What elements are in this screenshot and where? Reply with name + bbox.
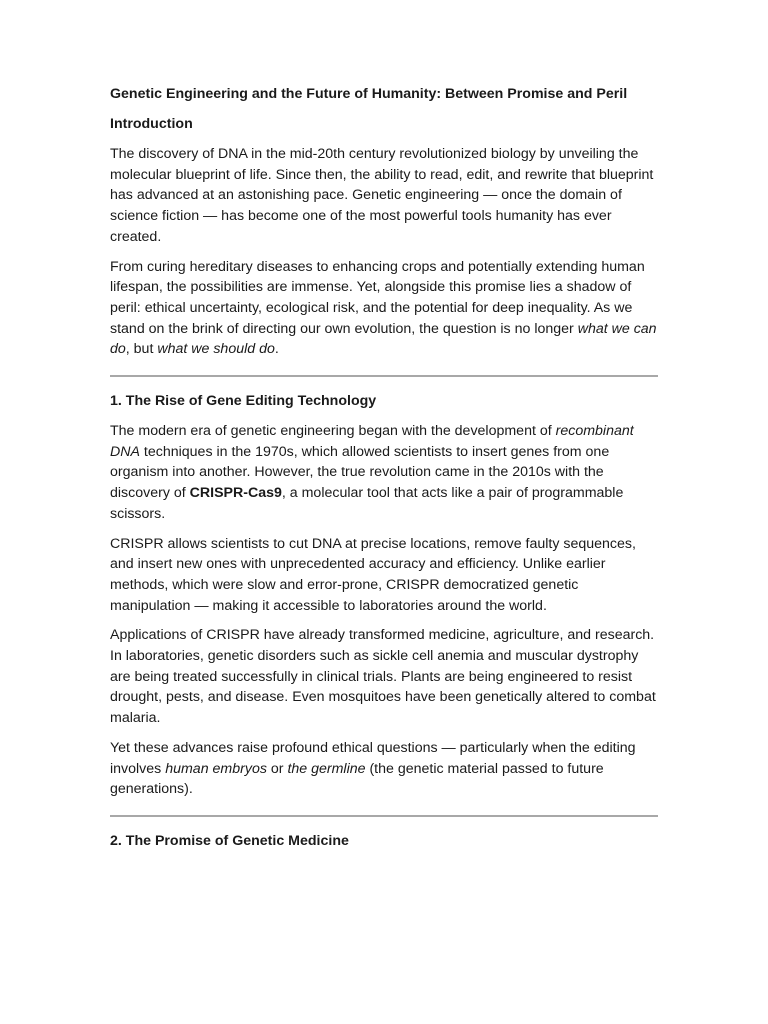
- section1-p4-emphasis-2: the germline: [287, 760, 366, 777]
- document-title: Genetic Engineering and the Future of Humanity: Between Promise and Peril: [110, 86, 628, 102]
- intro-p2-emphasis-1: what we can do: [110, 320, 657, 358]
- section2-heading: 2. The Promise of Genetic Medicine: [110, 832, 349, 849]
- section1-paragraph-4: [110, 738, 658, 800]
- section1-p4-text-a: Yet these advances raise profound ethical questions — particularly when the editing involves: [110, 739, 636, 777]
- section-divider-1: [110, 375, 658, 377]
- section1-paragraph-2: CRISPR allows scientists to cut DNA at precise locations, remove faulty sequences, and insert new ones with unprecedented accuracy and efficiency. Unlike earlier methods, which were slow and error-prone, CRISPR democratized genetic manipulation — making it accessible to laboratories around the world.: [110, 535, 636, 614]
- intro-p2-text-b: , but: [125, 341, 158, 358]
- section1-p1-text-a: The modern era of genetic engineering began with the development of: [110, 423, 556, 440]
- section1-p1-emphasis: recombinant DNA: [110, 423, 634, 460]
- section1-p1-text-b: techniques in the 1970s, which allowed scientists to insert genes from one organism into another. However, the true revolution came in the 2010s with the discovery of: [110, 443, 610, 502]
- section1-p4-text-b: or: [266, 760, 288, 777]
- section1-paragraph-1: [110, 421, 658, 525]
- section1-p4-emphasis-1: human embryos: [165, 760, 267, 777]
- section-divider-2: [110, 815, 658, 817]
- intro-paragraph-1: The discovery of DNA in the mid-20th century revolutionized biology by unveiling the molecular blueprint of life. Since then, the ability to read, edit, and rewrite that blueprint has advanced at an astonishing pace. Genetic engineering — once the domain of science fiction — has become one of the most powerful tools humanity has ever created.: [110, 146, 654, 245]
- intro-p2-text-a: From curing hereditary diseases to enhancing crops and potentially extending human lifespan, the possibilities are immense. Yet, alongside this promise lies a shadow of peril: ethical uncertainty, ecological risk, and the potential for deep inequality. As we stand on the brink of directing our own evolution, the question is no longer: [110, 258, 645, 337]
- intro-heading: Introduction: [110, 116, 193, 132]
- section1-p1-text-c: , a molecular tool that acts like a pair of programmable scissors.: [110, 485, 624, 522]
- intro-paragraph-2: [110, 257, 658, 361]
- section1-p1-strong: CRISPR-Cas9: [189, 485, 282, 502]
- intro-p2-emphasis-2: what we should do: [157, 341, 275, 358]
- section1-heading: 1. The Rise of Gene Editing Technology: [110, 393, 377, 410]
- section1-p4-text-c: (the genetic material passed to future generations).: [110, 760, 604, 798]
- section1-paragraph-3: Applications of CRISPR have already transformed medicine, agriculture, and research. In laboratories, genetic disorders such as sickle cell anemia and muscular dystrophy are being treated successfully in clinical trials. Plants are being engineered to resist drought, pests, and disease. Even mosquitoes have been genetically altered to combat malaria.: [110, 627, 656, 727]
- intro-p2-text-c: .: [274, 341, 279, 358]
